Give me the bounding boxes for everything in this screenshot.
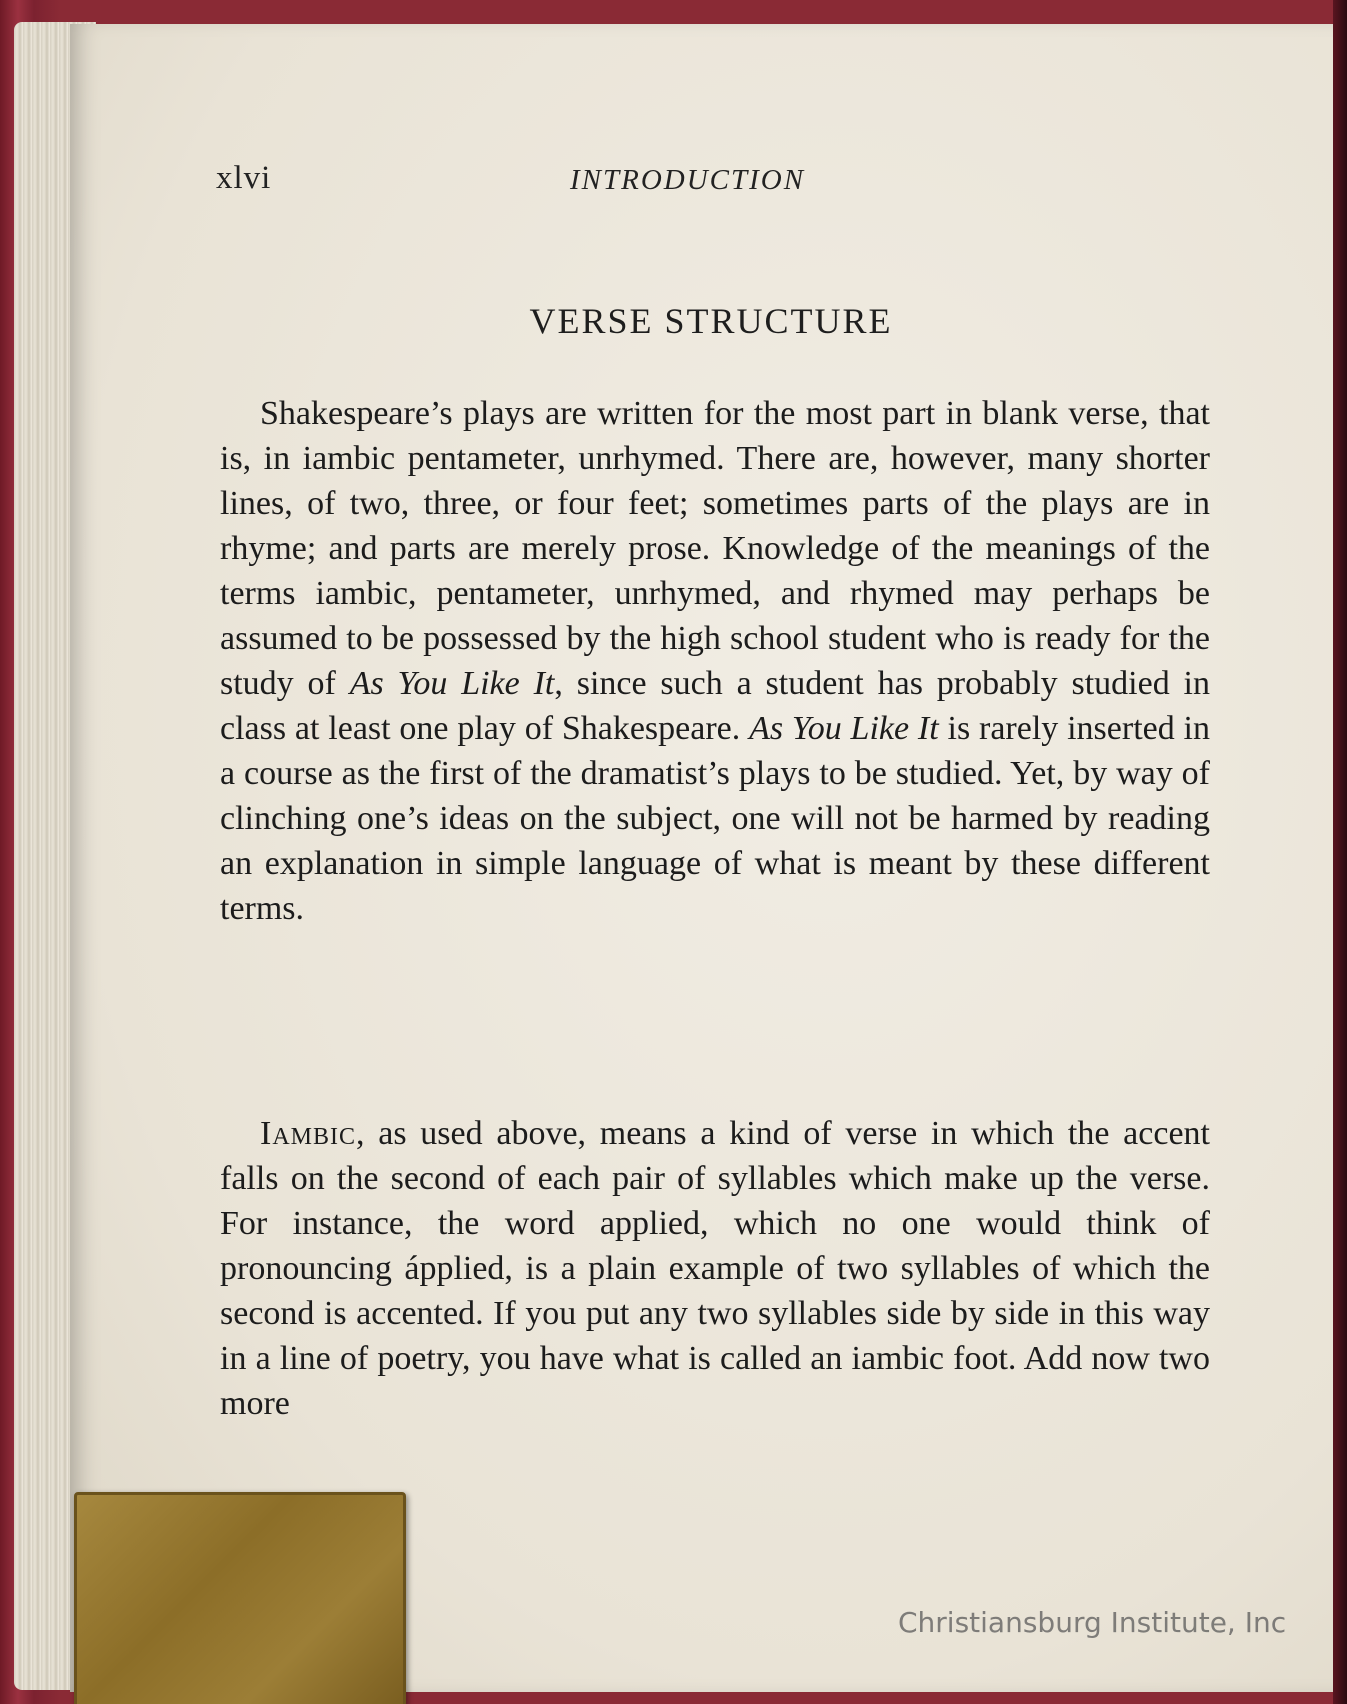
paragraph-text: , as used above, means a kind of verse in which the accent falls on the second of each pair of syllables which make up the verse. For instance, the word applied, which no one would think of pronouncing ápplied, is a plain example of two syllables of which the second is accented. If you put any two syllables side by side in this way in a line of poetry, you have what is called an iambic foot. Add now two more (220, 1115, 1210, 1422)
section-heading: VERSE STRUCTURE (529, 301, 893, 341)
book-cover-edge (1333, 0, 1347, 1704)
paragraph-text: , since such a student has probably studied in class at least one play of Shakespeare. (220, 665, 1210, 747)
running-head (216, 160, 1206, 204)
paragraph-text: is rarely inserted in a course as the first of the dramatist’s plays to be studied. Yet, by way of clinching one’s ideas on the subject, one will not be harmed by reading an explanation in simple language of what is meant by these different terms. (220, 710, 1210, 927)
paragraph-text: Shakespeare’s plays are written for the most part in blank verse, that is, in iambic pentameter, unrhymed. There are, however, many shorter lines, of two, three, or four feet; sometimes parts of the plays are in rhyme; and parts are merely prose. Knowledge of the meanings of the terms iambic, pentameter, unrhymed, and rhymed may perhaps be assumed to be possessed by the high school student who is ready for the study of (220, 395, 1210, 702)
watermark: Christiansburg Institute, Inc (898, 1606, 1287, 1639)
brass-bookmark-tab (74, 1492, 406, 1704)
paragraph-verse-structure (220, 391, 1210, 931)
page-number: xlvi (216, 160, 272, 196)
running-title: INTRODUCTION (570, 164, 806, 196)
play-title: As You Like It (349, 665, 555, 702)
term-lead: Iambic (260, 1115, 357, 1152)
paragraph-iambic (220, 1111, 1210, 1426)
play-title: As You Like It (749, 710, 939, 747)
